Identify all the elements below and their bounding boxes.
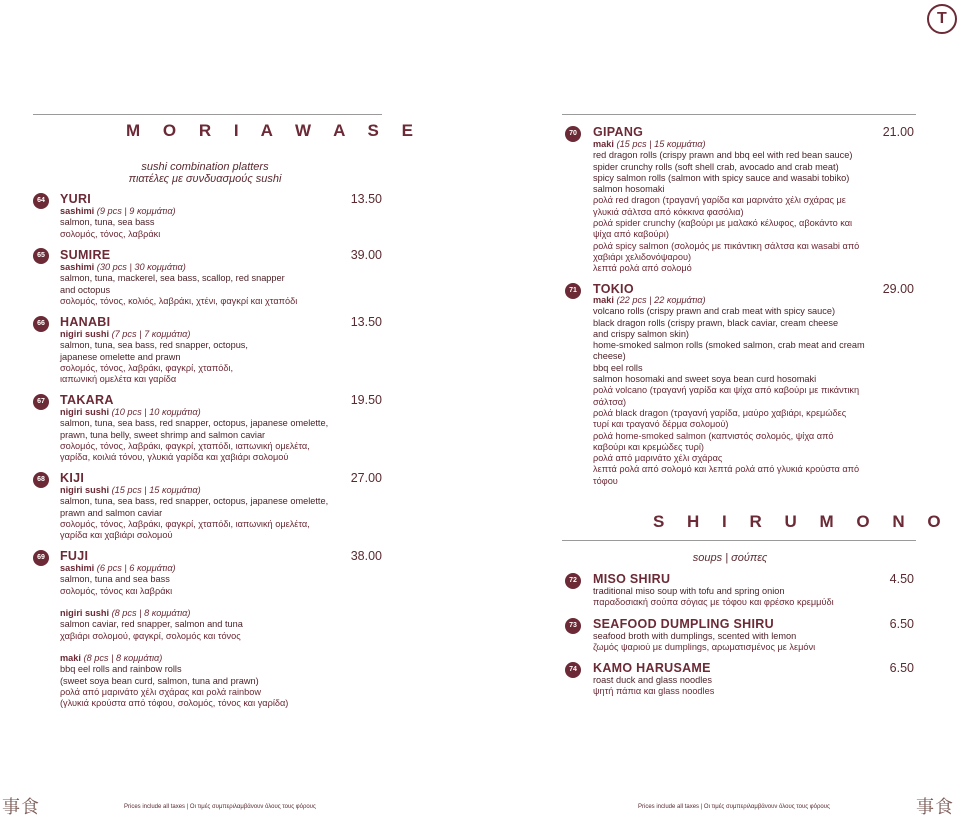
item-description: traditional miso soup with tofu and spring onion παραδοσιακή σούπα σόγιας με τόφου και φρέσκο κρεμμύδι [593,586,834,608]
kanji-mark-left: 事食 [2,797,40,816]
item-name: TAKARA [60,393,114,407]
shirumono-title: S H I R U M O N O [653,512,950,531]
item-description: sashimi (9 pcs | 9 κομμάτια) salmon, tuna, sea bass σολομός, τόνος, λαβράκι [60,206,176,239]
item-price: 19.50 [350,393,382,407]
item-description: roast duck and glass noodles ψητή πάπια και glass noodles [593,675,715,697]
moriawase-title: M O R I A W A S E [126,121,422,140]
item-price: 39.00 [350,248,382,262]
item-name: TOKIO [593,282,634,296]
item-price: 6.50 [889,617,914,631]
item-name: KIJI [60,471,85,485]
item-number: 69 [33,550,49,566]
kanji-mark-right: 事食 [916,797,954,816]
item-description: nigiri sushi (15 pcs | 15 κομμάτια) salmon, tuna, sea bass, red snapper, octopus, japanese omelette, prawn and salmon caviar σολομός, τόνος, λαβράκι, φαγκρί, χταπόδι, ιαπωνική ομελέτα, γαρίδα και χαβιάρι σολομού [60,485,329,541]
item-name: HANABI [60,315,111,329]
item-number: 65 [33,248,49,264]
item-number: 66 [33,316,49,332]
item-name: GIPANG [593,125,644,139]
item-price: 38.00 [350,549,382,563]
item-price: 21.00 [882,125,914,139]
top-rule-right [562,114,916,115]
logo-glyph: T [937,10,947,27]
item-number: 71 [565,283,581,299]
restaurant-logo [927,4,957,34]
subtitle-en: sushi combination platters [141,161,269,173]
item-description: nigiri sushi (7 pcs | 7 κομμάτια) salmon, tuna, sea bass, red snapper, octopus, japanese omelette and prawn σολομός, τόνος, λαβράκι, φαγκρί, χταπόδι, ιαπωνική ομελέτα και γαρίδα [60,329,248,385]
item-price: 29.00 [882,282,914,296]
shirumono-subtitle: soups | σούπες [692,552,768,564]
item-name: SUMIRE [60,248,111,262]
item-number: 73 [565,618,581,634]
item-description: sashimi (6 pcs | 6 κομμάτια) salmon, tuna and sea bass σολομός, τόνος και λαβράκι [60,563,176,596]
item-name: YURI [60,192,92,206]
item-description: nigiri sushi (10 pcs | 10 κομμάτια) salmon, tuna, sea bass, red snapper, octopus, japanese omelette, prawn, tuna belly, sweet shrimp and salmon caviar σολομός, τόνος, λαβράκι, φαγκρί, χταπόδι, ιαπωνική ομελέτα, γαρίδα, κοιλιά τόνου, γλυκιά γαρίδα και χαβιάρι σολομού [60,407,329,463]
item-description: seafood broth with dumplings, scented with lemon ζωμός ψαριού με dumplings, αρωματισμένος με λεμόνι [593,631,816,653]
item-number: 67 [33,394,49,410]
top-rule-left [33,114,382,115]
item-name: KAMO HARUSAME [593,661,711,675]
item-price: 13.50 [350,192,382,206]
item-number: 74 [565,662,581,678]
item-number: 68 [33,472,49,488]
item-description: sashimi (30 pcs | 30 κομμάτια) salmon, tuna, mackerel, sea bass, scallop, red snapper and octopus σολομός, τόνος, κολιός, λαβράκι, χτένι, φαγκρί και χταπόδι [60,262,298,306]
item-name: FUJI [60,549,89,563]
item-number: 64 [33,193,49,209]
item-price: 6.50 [889,661,914,675]
item-description: nigiri sushi (8 pcs | 8 κομμάτια) salmon caviar, red snapper, salmon and tuna χαβιάρι σολομού, φαγκρί, σολομός και τόνος [60,608,243,641]
item-description: maki (15 pcs | 15 κομμάτια) red dragon rolls (crispy prawn and bbq eel with red bean sauce) spider crunchy rolls (soft shell crab, avocado and crab meat) spicy salmon rolls (salmon with spicy sauce and wasabi tobiko) salmon hosomaki ρολά red dragon (τραγανή γαρίδα και μαριν​άτο χέλι σχάρας με γλυκιά σάλτσα από κόκκινα φασόλια) ρολά spider crunchy (καβούρι με μαλακό κέλυφος, αβοκάντο και ψίχα από καβούρι) ρολά spicy salmon (σολομός με πικάντικη σάλτσα και wasabi από χαβιάρι χελιδονόψαρου) λεπτά ρολά από σολομό [593,139,860,274]
tax-note-left: Prices include all taxes | Οι τιμές συμπεριλαμβάνουν όλους τους φόρους [124,804,316,810]
item-description: maki (8 pcs | 8 κομμάτια) bbq eel rolls and rainbow rolls (sweet soya bean curd, salmon, tuna and prawn) ρολά από μαριν​άτο χέλι σχάρας και ρολά rainbow (γλυκιά κρούστα από τόφου, σολομός, τόνος και γαρίδα) [60,653,289,709]
item-number: 72 [565,573,581,589]
item-price: 27.00 [350,471,382,485]
tax-note-right: Prices include all taxes | Οι τιμές συμπεριλαμβάνουν όλους τους φόρους [638,804,830,810]
shirumono-rule [562,540,916,541]
moriawase-subtitle [110,161,300,185]
item-price: 13.50 [350,315,382,329]
item-name: SEAFOOD DUMPLING SHIRU [593,617,774,631]
item-name: MISO SHIRU [593,572,671,586]
item-number: 70 [565,126,581,142]
item-price: 4.50 [889,572,914,586]
subtitle-gr: πιατέλες με συνδυασμούς sushi [128,173,282,185]
item-description: maki (22 pcs | 22 κομμάτια) volcano rolls (crispy prawn and crab meat with spicy sauce) black dragon rolls (crispy prawn, black caviar, cream cheese and crispy salmon skin) home-smoked salmon rolls (smoked salmon, crab meat and cream cheese) bbq eel rolls salmon hosomaki and sweet soya bean curd hosomaki ρολά volcano (τραγανή γαρίδα και ψίχα από καβούρι με πικάντικη σάλτσα) ρολά black dragon (τραγανή γαρίδα, μαύρο χαβιάρι, κρεμώδες τυρί και τραγανό δέρμα σολομού) ρολά home-smoked salmon (καπνιστός σολομός, ψίχα από καβούρι και κρεμώδες τυρί) ρολά από μαριν​άτο χέλι σχάρας λεπτά ρολά από σολομό και λεπτά ρολά από γλυκιά κρούστα από τόφου [593,295,865,486]
